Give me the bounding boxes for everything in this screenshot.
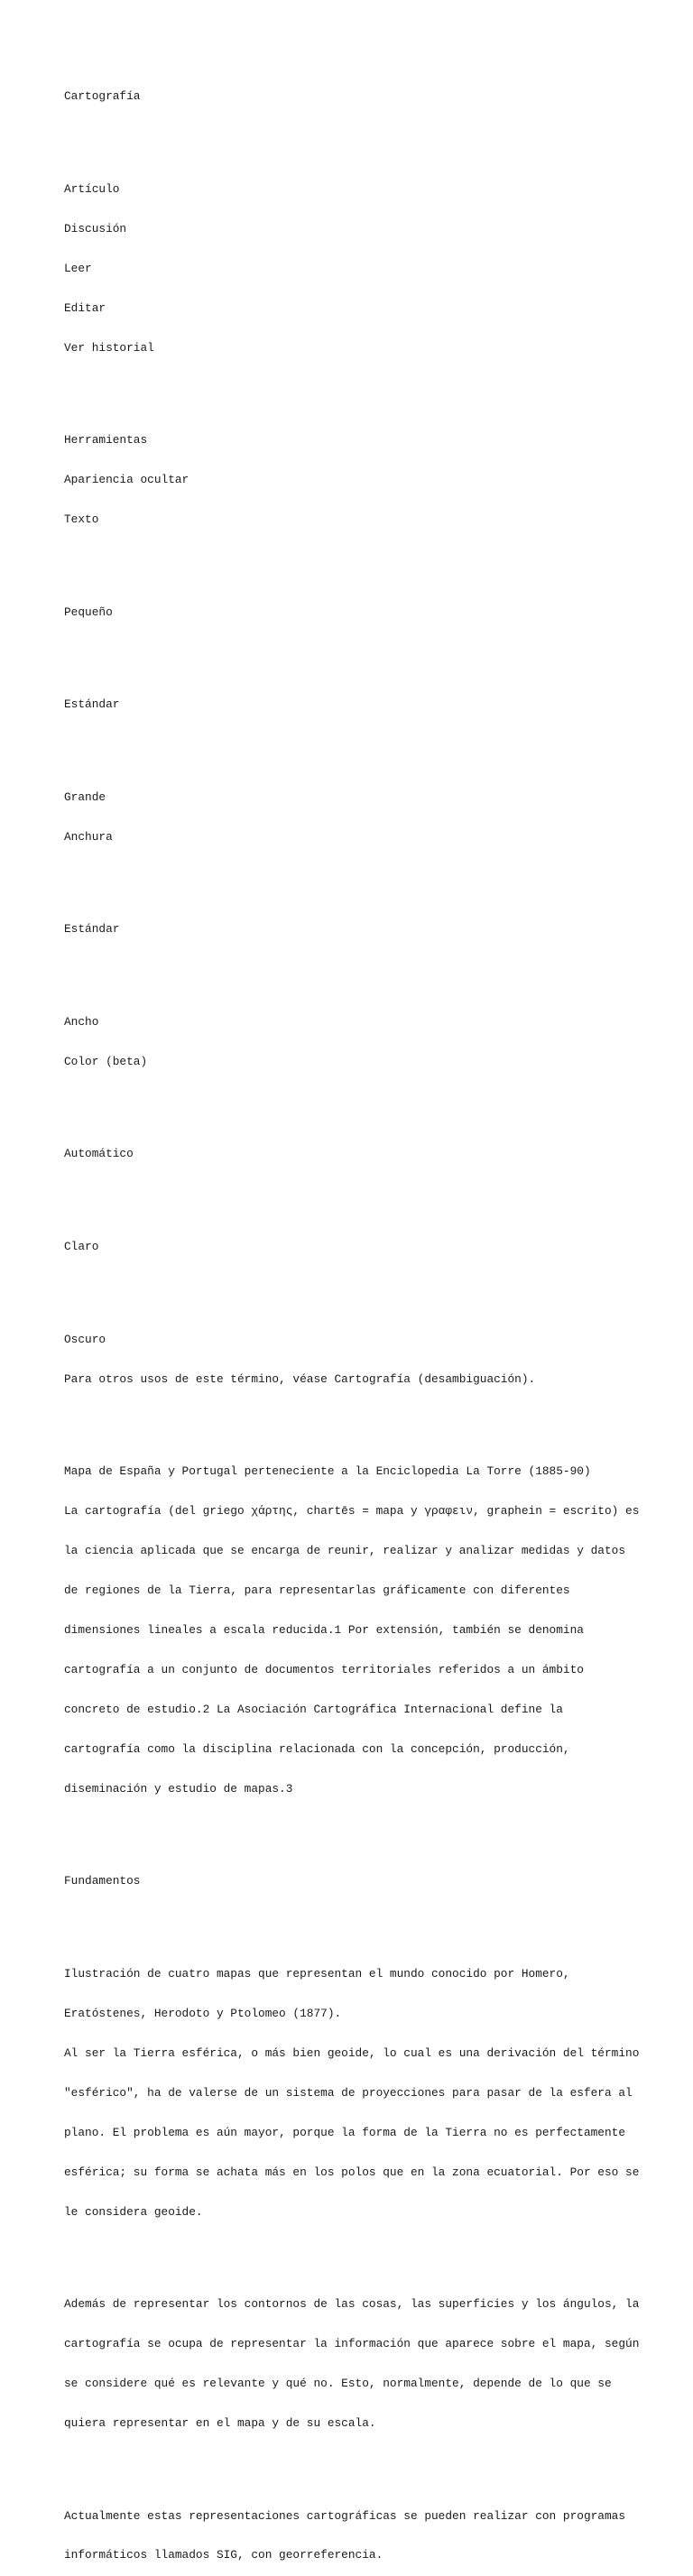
intro-line: La cartografía (del griego χάρτης, chartēs = mapa y γραφειν, graphein = escrito) es: [64, 1504, 640, 1519]
paragraph-line: se considere qué es relevante y qué no. Esto, normalmente, depende de lo que se: [64, 2377, 612, 2391]
spacer: [64, 1915, 642, 1928]
width-heading: Anchura: [64, 829, 113, 844]
paragraph-line: Además de representar los contornos de las cosas, las superficies y los ángulos, la: [64, 2297, 640, 2312]
spacer: [64, 1412, 642, 1426]
spacer: [64, 1187, 642, 1201]
text-size-standard-option[interactable]: Estándar: [64, 697, 120, 712]
width-standard-option[interactable]: Estándar: [64, 922, 120, 937]
paragraph-line: le considera geoide.: [64, 2204, 203, 2219]
illustration-caption-line: Eratóstenes, Herodoto y Ptolomeo (1877).: [64, 2006, 342, 2020]
width-wide-option[interactable]: Ancho: [64, 1014, 99, 1029]
spacer: [64, 130, 642, 143]
spacer: [64, 1095, 642, 1109]
paragraph-line: Al ser la Tierra esférica, o más bien geoide, lo cual es una derivación del término: [64, 2045, 640, 2060]
paragraph-line: quiera representar en el mapa y de su escala.: [64, 2415, 376, 2430]
section-heading: Fundamentos: [64, 1874, 141, 1888]
spacer: [64, 1280, 642, 1294]
text-size-large-option[interactable]: Grande: [64, 789, 106, 804]
appearance-hide-toggle[interactable]: Apariencia ocultar: [64, 473, 189, 487]
paragraph-line: Actualmente estas representaciones cartográficas se pueden realizar con programas: [64, 2508, 626, 2523]
spacer: [64, 871, 642, 884]
paragraph-line: esférica; su forma se achata más en los polos que en la zona ecuatorial. Por eso se: [64, 2165, 640, 2179]
intro-line: diseminación y estudio de mapas.3: [64, 1781, 293, 1796]
tab-article[interactable]: Artículo: [64, 181, 120, 196]
image-caption: Mapa de España y Portugal perteneciente a la Enciclopedia La Torre (1885-90): [64, 1464, 591, 1479]
intro-line: concreto de estudio.2 La Asociación Cartográfica Internacional define la: [64, 1702, 563, 1716]
paragraph-line: "esférico", ha de valerse de un sistema de proyecciones para pasar de la esfera al: [64, 2085, 633, 2100]
tools-menu[interactable]: Herramientas: [64, 433, 148, 448]
spacer: [64, 738, 642, 752]
spacer: [64, 1823, 642, 1836]
spacer: [64, 963, 642, 976]
intro-line: la ciencia aplicada que se encarga de reunir, realizar y analizar medidas y datos: [64, 1543, 626, 1557]
intro-line: dimensiones lineales a escala reducida.1 Por extensión, también se denomina: [64, 1622, 584, 1637]
spacer: [64, 2246, 642, 2259]
tab-discussion[interactable]: Discusión: [64, 221, 127, 235]
spacer: [64, 553, 642, 567]
spacer: [64, 2457, 642, 2470]
text-size-small-option[interactable]: Pequeño: [64, 605, 113, 619]
color-heading: Color (beta): [64, 1054, 148, 1068]
paragraph-line: plano. El problema es aún mayor, porque la forma de la Tierra no es perfectamente: [64, 2125, 626, 2139]
color-auto-option[interactable]: Automático: [64, 1147, 134, 1161]
intro-line: cartografía a un conjunto de documentos territoriales referidos a un ámbito: [64, 1662, 584, 1676]
spacer: [64, 382, 642, 395]
spacer: [64, 646, 642, 660]
text-size-heading: Texto: [64, 512, 99, 527]
tab-view-history[interactable]: Ver historial: [64, 340, 154, 355]
intro-line: de regiones de la Tierra, para representarlas gráficamente con diferentes: [64, 1583, 570, 1597]
paragraph-line: cartografía se ocupa de representar la información que aparece sobre el mapa, según: [64, 2337, 640, 2351]
paragraph-line: informáticos llamados SIG, con georreferencia.: [64, 2548, 383, 2562]
color-dark-option[interactable]: Oscuro: [64, 1332, 106, 1346]
tab-read[interactable]: Leer: [64, 261, 92, 275]
page-title: Cartografía: [64, 89, 141, 104]
intro-line: cartografía como la disciplina relacionada con la concepción, producción,: [64, 1741, 570, 1756]
article-document: [64, 64, 642, 2576]
tab-edit[interactable]: Editar: [64, 300, 106, 315]
hatnote: Para otros usos de este término, véase Cartografía (desambiguación).: [64, 1371, 536, 1386]
color-light-option[interactable]: Claro: [64, 1240, 99, 1253]
illustration-caption-line: Ilustración de cuatro mapas que representan el mundo conocido por Homero,: [64, 1966, 570, 1980]
